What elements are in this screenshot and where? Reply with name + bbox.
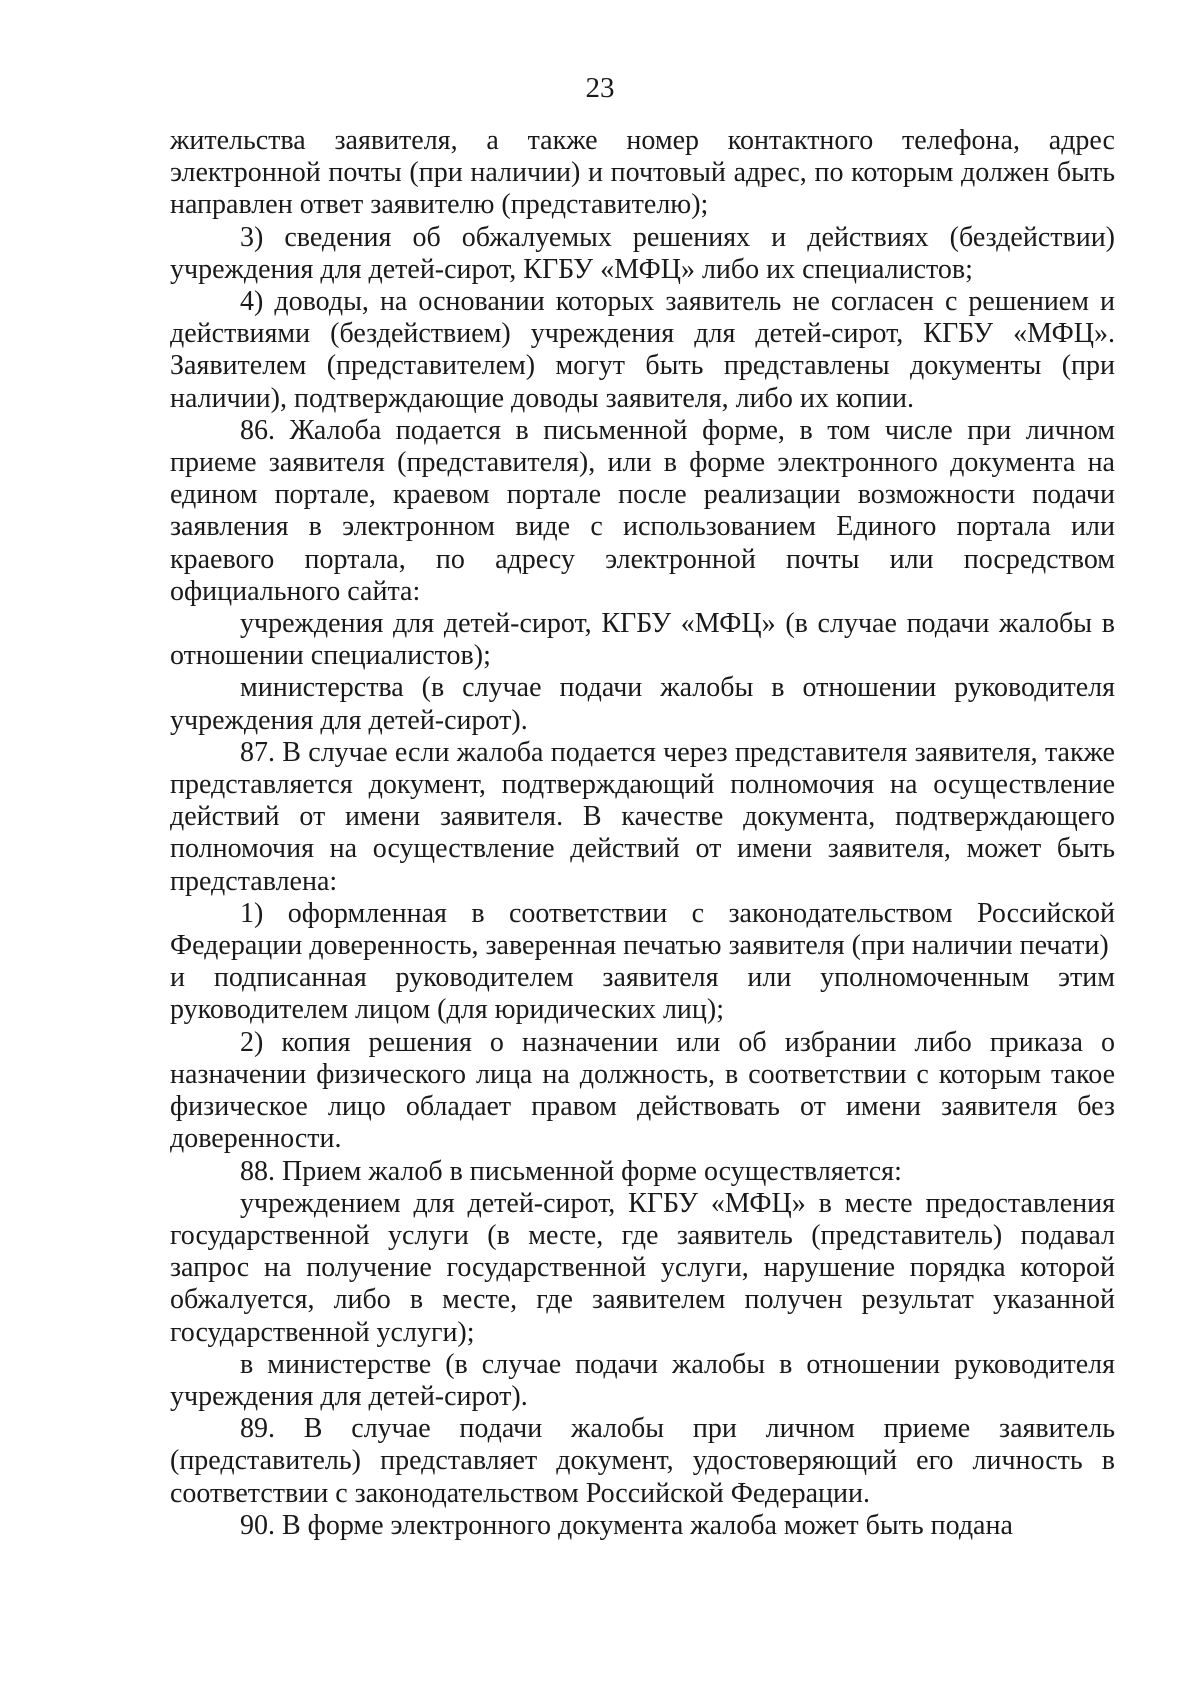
paragraph-87-item-1-continued: и подписанная руководителем заявителя или уполномоченным этим руководителем лицом (для юридических лиц); [170, 962, 1115, 1026]
paragraph-87-item-2: 2) копия решения о назначении или об избрании либо приказа о назначении физического лица на должность, в соответствии с которым такое физическое лицо обладает правом действовать от имени заявителя без доверенности. [170, 1026, 1115, 1155]
paragraph-88-orphanage: учреждением для детей-сирот, КГБУ «МФЦ» в месте предоставления государственной услуги (в месте, где заявитель (представитель) подавал запрос на получение государственной услуги, нарушение порядка которой обжалуется, либо в месте, где заявителем получен результат указанной государственной услуги); [170, 1187, 1115, 1348]
paragraph-88-ministry: в министерстве (в случае подачи жалобы в отношении руководителя учреждения для детей-сирот). [170, 1348, 1115, 1412]
paragraph-90: 90. В форме электронного документа жалоба может быть подана [240, 1509, 1013, 1541]
paragraph-86-orphanage: учреждения для детей-сирот, КГБУ «МФЦ» (в случае подачи жалобы в отношении специалистов); [170, 608, 1115, 672]
paragraph-item-3: 3) сведения об обжалуемых решениях и действиях (бездействии) учреждения для детей-сирот, КГБУ «МФЦ» либо их специалистов; [170, 221, 1115, 285]
page-number: 23 [585, 72, 615, 104]
paragraph-86: 86. Жалоба подается в письменной форме, в том числе при личном приеме заявителя (представителя), или в форме электронного документа на едином портале, краевом портале после реализации возможности подачи заявления в электронном виде с использованием Единого портала или краевого портала, по адресу электронной почты или посредством официального сайта: [170, 414, 1115, 607]
paragraph-88: 88. Прием жалоб в письменной форме осуществляется: [240, 1155, 902, 1187]
document-body [170, 125, 1115, 1542]
paragraph-continued: жительства заявителя, а также номер контактного телефона, адрес электронной почты (при наличии) и почтовый адрес, по которым должен быть направлен ответ заявителю (представителю); [170, 125, 1115, 221]
paragraph-item-4: 4) доводы, на основании которых заявитель не согласен с решением и действиями (бездействием) учреждения для детей-сирот, КГБУ «МФЦ». Заявителем (представителем) могут быть представлены документы (при наличии), подтверждающие доводы заявителя, либо их копии. [170, 286, 1115, 414]
paragraph-87: 87. В случае если жалоба подается через представителя заявителя, также представляется документ, подтверждающий полномочия на осуществление действий от имени заявителя. В качестве документа, подтверждающего полномочия на осуществление действий от имени заявителя, может быть представлена: [170, 736, 1115, 897]
paragraph-89: 89. В случае подачи жалобы при личном приеме заявитель (представитель) представляет документ, удостоверяющий его личность в соответствии с законодательством Российской Федерации. [170, 1413, 1115, 1509]
paragraph-87-item-1: 1) оформленная в соответствии с законодательством Российской Федерации доверенность, заверенная печатью заявителя (при наличии печати) [170, 897, 1115, 962]
paragraph-86-ministry: министерства (в случае подачи жалобы в отношении руководителя учреждения для детей-сирот). [170, 672, 1115, 736]
